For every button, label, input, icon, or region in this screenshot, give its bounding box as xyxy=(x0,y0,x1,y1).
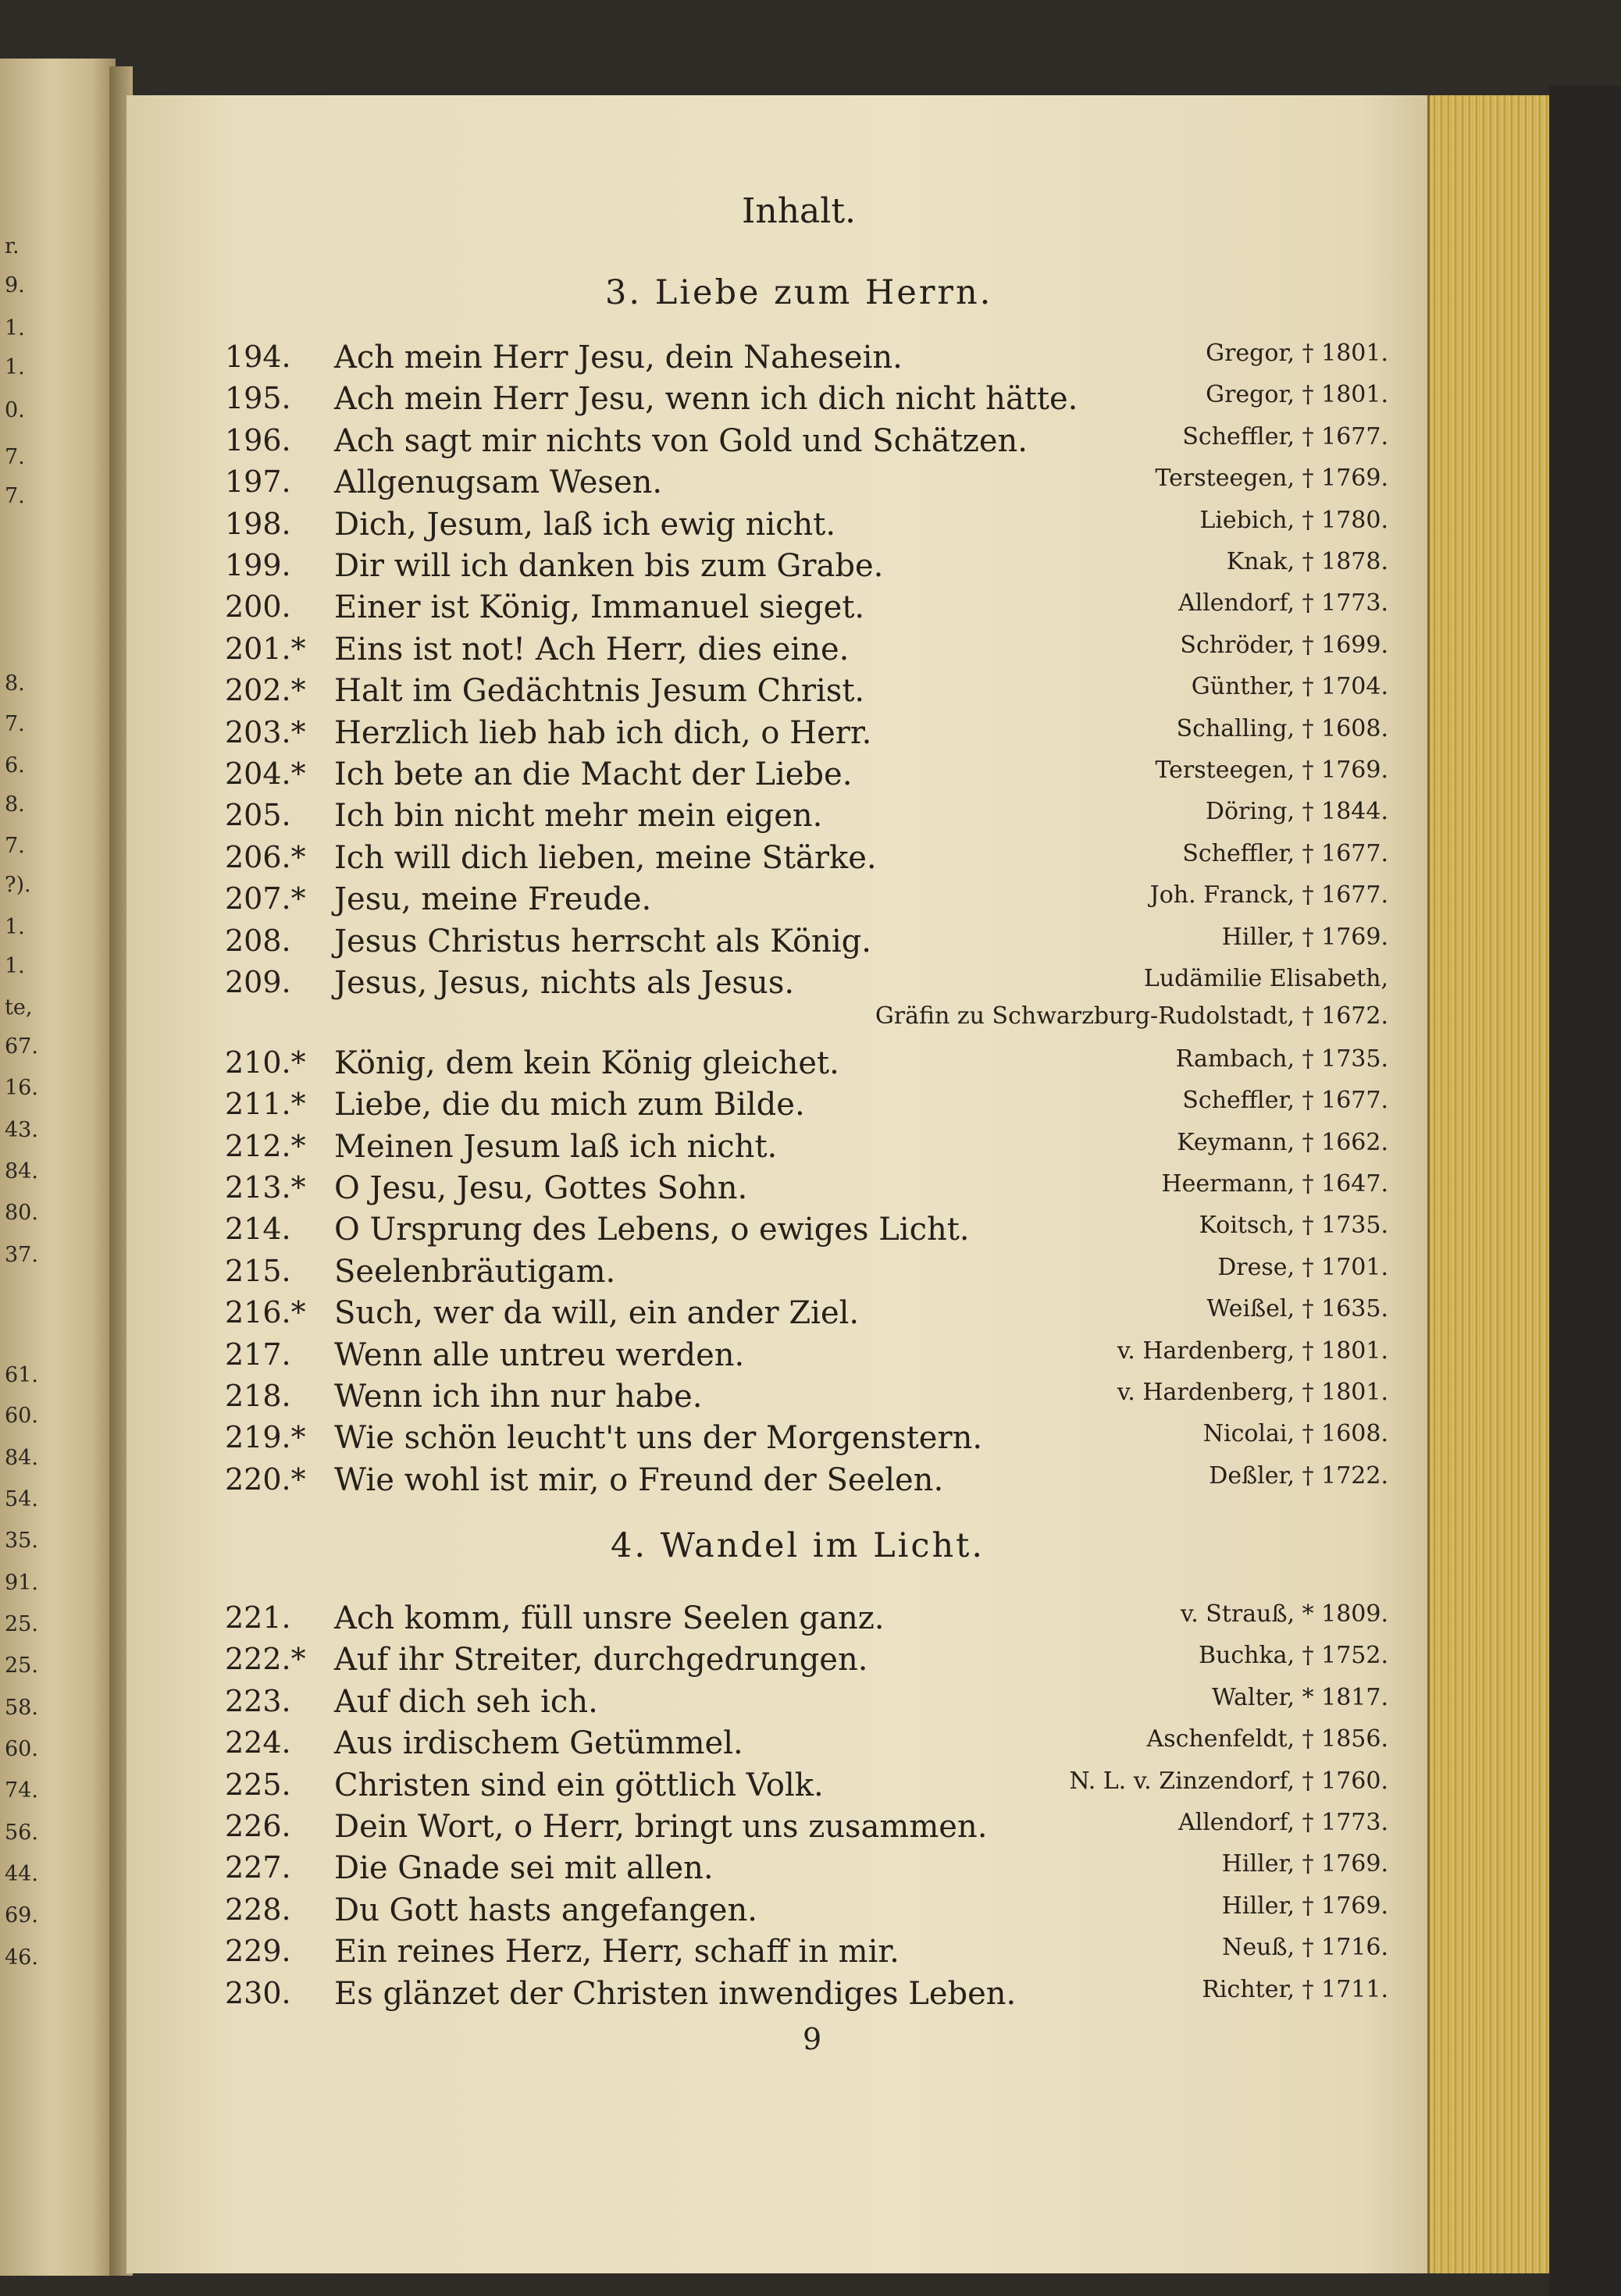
left-margin-fragment: 1. xyxy=(5,316,25,340)
hymn-title: Es glänzet der Christen inwendiges Leben. xyxy=(334,1975,1017,2012)
table-row xyxy=(225,881,1388,920)
table-row xyxy=(225,1642,1388,1681)
hymn-author: v. Strauß, * 1809. xyxy=(1180,1600,1388,1628)
left-margin-fragment: 60. xyxy=(5,1404,38,1428)
hymn-author: Allendorf, † 1773. xyxy=(1177,589,1388,618)
hymn-number: 222.* xyxy=(225,1642,306,1677)
hymn-title: Liebe, die du mich zum Bilde. xyxy=(334,1087,805,1123)
left-margin-fragment: ?). xyxy=(5,873,31,897)
table-row xyxy=(225,1087,1388,1126)
left-margin-fragment: 8. xyxy=(5,671,25,696)
hymn-number: 215. xyxy=(225,1253,291,1288)
hymn-number: 204.* xyxy=(225,756,306,791)
hymn-author: Ludämilie Elisabeth, xyxy=(1143,965,1388,992)
hymn-author: Günther, † 1704. xyxy=(1191,673,1388,701)
hymn-number: 197. xyxy=(225,465,291,500)
table-row xyxy=(225,673,1388,712)
left-margin-fragment: 74. xyxy=(5,1778,38,1803)
table-row xyxy=(225,1934,1388,1973)
hymn-author: Scheffler, † 1677. xyxy=(1182,1087,1388,1115)
left-margin-fragment: 56. xyxy=(5,1821,38,1845)
section-heading-3: 3. Liebe zum Herrn. xyxy=(605,273,993,312)
hymn-title: Dir will ich danken bis zum Grabe. xyxy=(334,548,884,584)
hymn-number: 227. xyxy=(225,1850,291,1885)
page-title: Inhalt. xyxy=(742,191,857,231)
left-margin-fragment: 60. xyxy=(5,1737,38,1761)
table-row xyxy=(225,1379,1388,1418)
hymn-author: Hiller, † 1769. xyxy=(1221,1850,1388,1878)
hymn-number: 209. xyxy=(225,965,291,999)
left-margin-fragment: 8. xyxy=(5,792,25,817)
table-row xyxy=(225,1600,1388,1639)
left-margin-fragment: 1. xyxy=(5,954,25,978)
hymn-number: 212.* xyxy=(225,1128,306,1163)
table-row xyxy=(225,340,1388,379)
hymn-author: Döring, † 1844. xyxy=(1205,798,1388,826)
hymn-author: Nicolai, † 1608. xyxy=(1202,1420,1388,1448)
hymn-number: 226. xyxy=(225,1809,291,1843)
hymn-author: Scheffler, † 1677. xyxy=(1182,422,1388,450)
hymn-author: Walter, * 1817. xyxy=(1211,1683,1388,1711)
left-margin-fragment: 7. xyxy=(5,712,25,736)
hymn-number: 218. xyxy=(225,1379,291,1413)
table-row xyxy=(225,1725,1388,1764)
gilded-page-edge xyxy=(1427,95,1552,2273)
hymn-author: v. Hardenberg, † 1801. xyxy=(1117,1337,1388,1365)
hymn-title: Ich will dich lieben, meine Stärke. xyxy=(334,839,877,876)
left-margin-fragment: 61. xyxy=(5,1363,38,1387)
table-row xyxy=(225,924,1388,963)
table-row xyxy=(225,1767,1388,1807)
left-margin-fragment: 43. xyxy=(5,1118,38,1142)
left-margin-fragment: 1. xyxy=(5,355,25,379)
hymn-title: Ein reines Herz, Herr, schaff in mir. xyxy=(334,1934,900,1970)
table-row xyxy=(225,1254,1388,1293)
cover-edge xyxy=(1549,86,1621,2296)
hymn-author: Schalling, † 1608. xyxy=(1176,714,1388,742)
hymn-number: 214. xyxy=(225,1212,291,1247)
hymn-number: 199. xyxy=(225,548,291,582)
hymn-title: Einer ist König, Immanuel sieget. xyxy=(334,589,865,626)
hymn-number: 208. xyxy=(225,923,291,958)
table-row xyxy=(225,423,1388,462)
table-row xyxy=(225,1045,1388,1084)
hymn-title: Such, wer da will, ein ander Ziel. xyxy=(334,1295,860,1332)
table-row xyxy=(225,1850,1388,1889)
hymn-number: 205. xyxy=(225,798,291,833)
hymn-author: Richter, † 1711. xyxy=(1202,1975,1388,2003)
table-row xyxy=(225,840,1388,879)
hymn-title: O Jesu, Jesu, Gottes Sohn. xyxy=(334,1170,748,1206)
table-row xyxy=(225,965,1388,1004)
page-number: 9 xyxy=(803,2022,822,2056)
hymn-number: 195. xyxy=(225,381,291,416)
hymn-author: Liebich, † 1780. xyxy=(1199,506,1388,534)
left-margin-fragment: 46. xyxy=(5,1945,38,1970)
left-margin-fragment: 9. xyxy=(5,273,25,297)
left-margin-fragment: 25. xyxy=(5,1612,38,1636)
left-margin-fragment: 1. xyxy=(5,915,25,939)
left-margin-fragment: 44. xyxy=(5,1862,38,1886)
hymn-number: 230. xyxy=(225,1975,291,2010)
hymn-number: 216.* xyxy=(225,1295,306,1330)
section-heading-4: 4. Wandel im Licht. xyxy=(611,1526,985,1565)
table-row xyxy=(225,1809,1388,1848)
hymn-number: 221. xyxy=(225,1600,291,1635)
left-margin-fragment: te, xyxy=(5,995,33,1020)
hymn-title: Jesu, meine Freude. xyxy=(334,881,652,918)
hymn-author: N. L. v. Zinzendorf, † 1760. xyxy=(1069,1767,1388,1795)
left-margin-fragment: 7. xyxy=(5,445,25,469)
hymn-number: 229. xyxy=(225,1934,291,1969)
table-row xyxy=(225,1892,1388,1931)
hymn-title: Seelenbräutigam. xyxy=(334,1253,616,1290)
hymn-number: 224. xyxy=(225,1725,291,1760)
hymn-title: Wie wohl ist mir, o Freund der Seelen. xyxy=(334,1461,944,1498)
table-row xyxy=(225,507,1388,546)
left-margin-fragment: 16. xyxy=(5,1076,38,1100)
hymn-title: Ach komm, füll unsre Seelen ganz. xyxy=(334,1600,885,1636)
table-row-continuation xyxy=(225,1002,1388,1041)
hymn-number: 201.* xyxy=(225,631,306,666)
hymn-author: Drese, † 1701. xyxy=(1217,1253,1388,1281)
left-margin-fragment: 69. xyxy=(5,1903,38,1928)
hymn-title: Jesus Christus herrscht als König. xyxy=(334,923,871,959)
hymn-number: 225. xyxy=(225,1767,291,1802)
hymn-author: Gregor, † 1801. xyxy=(1206,381,1388,409)
left-margin-fragment: 58. xyxy=(5,1696,38,1720)
table-row xyxy=(225,756,1388,796)
left-margin-fragment: 54. xyxy=(5,1487,38,1511)
hymn-title: Wenn alle untreu werden. xyxy=(334,1337,745,1373)
hymn-title: Wie schön leucht't uns der Morgenstern. xyxy=(334,1420,983,1457)
hymn-title: Jesus, Jesus, nichts als Jesus. xyxy=(334,965,795,1001)
table-row xyxy=(225,1462,1388,1501)
table-row xyxy=(225,548,1388,587)
hymn-title: Ich bete an die Macht der Liebe. xyxy=(334,756,853,792)
left-margin-fragment: 84. xyxy=(5,1446,38,1470)
hymn-title: Ach mein Herr Jesu, wenn ich dich nicht hätte. xyxy=(334,381,1078,418)
hymn-number: 203.* xyxy=(225,714,306,749)
hymn-number: 211.* xyxy=(225,1087,306,1122)
hymn-number: 219.* xyxy=(225,1420,306,1455)
left-margin-fragment: 25. xyxy=(5,1653,38,1678)
hymn-number: 198. xyxy=(225,506,291,541)
hymn-title: Eins ist not! Ach Herr, dies eine. xyxy=(334,631,850,667)
table-row xyxy=(225,465,1388,504)
hymn-number: 223. xyxy=(225,1683,291,1718)
hymn-title: Ach mein Herr Jesu, dein Nahesein. xyxy=(334,340,903,376)
hymn-title: Auf ihr Streiter, durchgedrungen. xyxy=(334,1642,868,1678)
hymn-number: 220.* xyxy=(225,1461,306,1497)
hymn-title: Herzlich lieb hab ich dich, o Herr. xyxy=(334,714,872,751)
hymn-author: Schröder, † 1699. xyxy=(1180,631,1388,659)
hymn-author: v. Hardenberg, † 1801. xyxy=(1117,1379,1388,1406)
hymn-number: 228. xyxy=(225,1892,291,1927)
hymn-author: Weißel, † 1635. xyxy=(1206,1295,1388,1323)
left-margin-fragment: r. xyxy=(5,234,20,258)
table-row xyxy=(225,1337,1388,1376)
left-margin-fragment: 91. xyxy=(5,1571,38,1595)
hymn-title: Du Gott hasts angefangen. xyxy=(334,1892,757,1928)
left-margin-fragment: 7. xyxy=(5,484,25,508)
table-row xyxy=(225,1295,1388,1334)
table-row xyxy=(225,632,1388,671)
hymn-title: O Ursprung des Lebens, o ewiges Licht. xyxy=(334,1212,970,1248)
hymn-number: 210.* xyxy=(225,1045,306,1080)
left-margin-fragment: 0. xyxy=(5,398,25,422)
hymn-number: 217. xyxy=(225,1337,291,1372)
hymn-title: Die Gnade sei mit allen. xyxy=(334,1850,714,1887)
hymn-title: Ach sagt mir nichts von Gold und Schätzen. xyxy=(334,422,1028,459)
hymn-author: Keymann, † 1662. xyxy=(1177,1128,1388,1156)
hymn-number: 194. xyxy=(225,340,291,374)
hymn-number: 196. xyxy=(225,422,291,457)
hymn-author: Hiller, † 1769. xyxy=(1221,1892,1388,1920)
hymn-title: Wenn ich ihn nur habe. xyxy=(334,1379,703,1415)
hymn-title: Halt im Gedächtnis Jesum Christ. xyxy=(334,673,865,710)
hymn-author: Knak, † 1878. xyxy=(1226,548,1388,575)
table-row xyxy=(225,715,1388,754)
table-row xyxy=(225,1976,1388,2015)
table-row xyxy=(225,1420,1388,1459)
hymn-author: Allendorf, † 1773. xyxy=(1177,1809,1388,1836)
hymn-author: Rambach, † 1735. xyxy=(1175,1045,1388,1073)
left-margin-fragment: 7. xyxy=(5,834,25,858)
hymn-author: Joh. Franck, † 1677. xyxy=(1149,881,1388,910)
hymn-title: Allgenugsam Wesen. xyxy=(334,465,663,501)
table-row xyxy=(225,589,1388,628)
hymn-author: Heermann, † 1647. xyxy=(1161,1170,1388,1198)
hymn-title: Christen sind ein göttlich Volk. xyxy=(334,1767,824,1803)
hymn-title: Ich bin nicht mehr mein eigen. xyxy=(334,798,823,835)
hymn-title: König, dem kein König gleichet. xyxy=(334,1045,839,1081)
hymn-number: 200. xyxy=(225,589,291,625)
left-margin-fragment: 84. xyxy=(5,1159,38,1184)
hymn-author: Neuß, † 1716. xyxy=(1222,1934,1388,1962)
left-margin-fragment: 35. xyxy=(5,1529,38,1553)
table-row xyxy=(225,381,1388,420)
table-row xyxy=(225,1684,1388,1723)
hymn-author: Scheffler, † 1677. xyxy=(1182,839,1388,867)
hymn-title: Aus irdischem Getümmel. xyxy=(334,1725,743,1762)
hymn-author: Deßler, † 1722. xyxy=(1209,1461,1388,1490)
hymn-author: Hiller, † 1769. xyxy=(1221,923,1388,951)
hymn-author: Buchka, † 1752. xyxy=(1198,1642,1388,1670)
table-row xyxy=(225,1212,1388,1251)
hymn-author: Koitsch, † 1735. xyxy=(1199,1212,1388,1240)
table-row xyxy=(225,1170,1388,1209)
hymn-title: Dich, Jesum, laß ich ewig nicht. xyxy=(334,506,836,543)
table-row xyxy=(225,1129,1388,1168)
hymn-author: Tersteegen, † 1769. xyxy=(1155,756,1388,784)
hymn-number: 206.* xyxy=(225,839,306,874)
hymn-number: 202.* xyxy=(225,673,306,708)
hymn-title: Auf dich seh ich. xyxy=(334,1683,598,1720)
hymn-author-continuation: Gräfin zu Schwarzburg-Rudolstadt, † 1672. xyxy=(875,1002,1388,1031)
hymn-author: Aschenfeldt, † 1856. xyxy=(1146,1725,1388,1753)
hymn-number: 213.* xyxy=(225,1170,306,1205)
hymn-number: 207.* xyxy=(225,881,306,917)
hymn-title: Dein Wort, o Herr, bringt uns zusammen. xyxy=(334,1809,988,1845)
hymn-author: Tersteegen, † 1769. xyxy=(1155,465,1388,493)
hymn-title: Meinen Jesum laß ich nicht. xyxy=(334,1128,778,1165)
table-row xyxy=(225,798,1388,837)
left-margin-fragment: 37. xyxy=(5,1243,38,1267)
left-page-margin-text xyxy=(0,59,109,2244)
left-margin-fragment: 6. xyxy=(5,753,25,778)
hymn-author: Gregor, † 1801. xyxy=(1206,340,1388,367)
left-margin-fragment: 80. xyxy=(5,1201,38,1225)
left-margin-fragment: 67. xyxy=(5,1034,38,1059)
